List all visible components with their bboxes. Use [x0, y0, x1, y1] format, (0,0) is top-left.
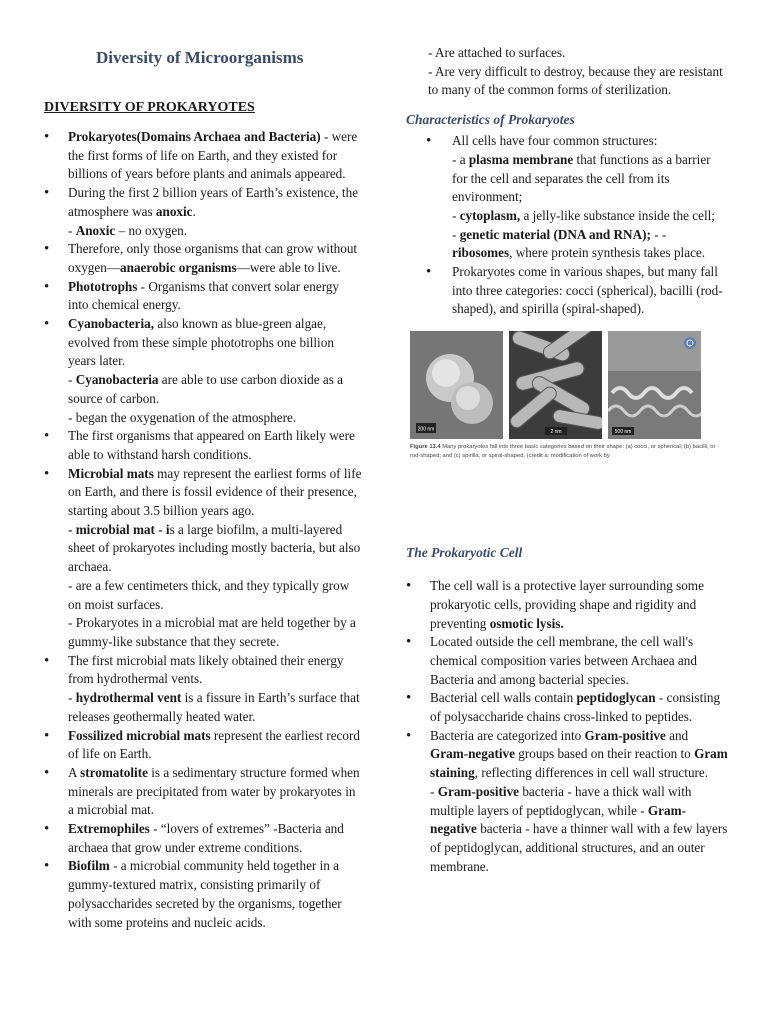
right-column — [406, 44, 728, 876]
cell-wall-list — [406, 577, 728, 876]
list-item: • Prokaryotes come in various shapes, but many fall into three categories: cocci (spherical), bacilli (rod-shaped), and spirilla (spiral-shaped). — [406, 263, 728, 319]
list-item: • Therefore, only those organisms that can grow without oxygen—anaerobic organisms—were able to live. — [44, 240, 362, 277]
list-item: • The first microbial mats likely obtained their energy from hydrothermal vents. - hydrothermal vent is a fissure in Earth’s surface that releases geothermally heated water. — [44, 652, 362, 727]
list-item: • Located outside the cell membrane, the cell wall's chemical composition varies between Archaea and Bacteria and among bacterial species. — [406, 633, 728, 689]
spirilla-micrograph — [608, 331, 701, 439]
list-item: • Bacterial cell walls contain peptidoglycan - consisting of polysaccharide chains cross-linked to peptides. — [406, 689, 728, 726]
list-item: • Prokaryotes(Domains Archaea and Bacteria) - were the first forms of life on Earth, and they existed for billions of years before plants and animals appeared. — [44, 128, 362, 184]
magnify-badge-icon — [684, 337, 696, 349]
left-column — [44, 44, 362, 932]
figure-caption: Figure 13.4 Many prokaryotes fall into three basic categories based on their shape: (a) cocci, or spherical; (b) bacilli, or rod-shaped; and (c) spirilla, or spiral-shaped. (credit a: modification of work by — [410, 444, 716, 460]
list-item: • Extremophiles - “lovers of extremes” -Bacteria and archaea that grow under extreme conditions. — [44, 820, 362, 857]
biofilm-continuation: - Are attached to surfaces. - Are very difficult to destroy, because they are resistant to many of the common forms of sterilization. — [428, 45, 723, 98]
cocci-micrograph — [410, 331, 503, 439]
list-item: • Microbial mats may represent the earliest forms of life on Earth, and there is fossil evidence of their presence, starting about 3.5 billion years ago. - microbial mat - is a large biofilm, a multi-layered sheet of prokaryotes including mostly bacteria, but also archaea. - are a few centimeters thick, and they typically grow on moist surfaces. - Prokaryotes in a microbial mat are held together by a gummy-like substance that they secrete. — [44, 465, 362, 652]
list-item: • Bacteria are categorized into Gram-positive and Gram-negative groups based on their reaction to Gram staining, reflecting differences in cell wall structure. - Gram-positive bacteria - have a thick wall with multiple layers of peptidoglycan, while - Gram-negative bacteria - have a thinner wall with a few layers of peptidoglycan, additional structures, and an outer membrane. — [406, 727, 728, 877]
list-item: • Fossilized microbial mats represent the earliest record of life on Earth. — [44, 727, 362, 764]
svg-text:500 nm: 500 nm — [614, 429, 632, 436]
characteristics-list — [406, 132, 728, 319]
list-item: • A stromatolite is a sedimentary structure formed when minerals are precipitated from water by prokaryotes in a microbial mat. — [44, 764, 362, 820]
prokaryotic-cell-heading: The Prokaryotic Cell — [406, 545, 523, 561]
prokaryote-bullet-list — [44, 128, 362, 932]
list-item: • Phototrophs - Organisms that convert solar energy into chemical energy. — [44, 278, 362, 315]
section-heading-diversity: DIVERSITY OF PROKARYOTES — [44, 100, 255, 115]
page-title: Diversity of Microorganisms — [96, 48, 304, 67]
list-item: • Cyanobacteria, also known as blue-green algae, evolved from these simple phototrophs one billion years later. - Cyanobacteria are able to use carbon dioxide as a source of carbon. - began the oxygenation of the atmosphere. — [44, 315, 362, 427]
svg-text:2 nm: 2 nm — [550, 429, 562, 436]
list-item: • The first organisms that appeared on Earth likely were able to withstand harsh conditions. — [44, 427, 362, 464]
list-item: • During the first 2 billion years of Earth’s existence, the atmosphere was anoxic. - Anoxic – no oxygen. — [44, 184, 362, 240]
list-item: • All cells have four common structures: - a plasma membrane that functions as a barrier for the cell and separates the cell from its environment; - cytoplasm, a jelly-like substance inside the cell; - genetic material (DNA and RNA); - - ribosomes, where protein synthesis takes place. — [406, 132, 728, 263]
list-item: • Biofilm - a microbial community held together in a gummy-textured matrix, consisting primarily of polysaccharides secreted by the organisms, together with some proteins and nucleic acids. — [44, 857, 362, 932]
bacilli-micrograph — [509, 331, 602, 439]
list-item: • The cell wall is a protective layer surrounding some prokaryotic cells, providing shape and rigidity and preventing osmotic lysis. — [406, 577, 728, 633]
micrograph-figure — [410, 331, 728, 439]
characteristics-heading: Characteristics of Prokaryotes — [406, 112, 575, 128]
svg-text:200 nm: 200 nm — [417, 426, 435, 433]
